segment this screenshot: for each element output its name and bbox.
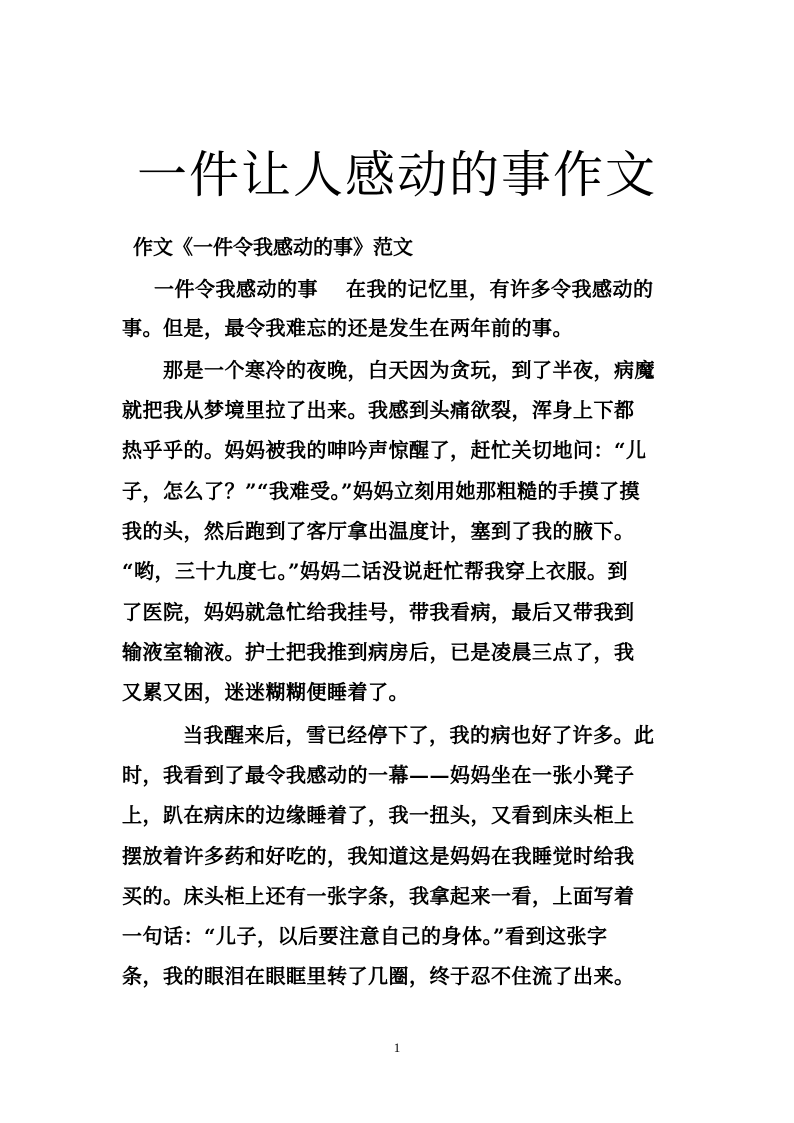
paragraph-line: 输液室输液。护士把我推到病房后，已是凌晨三点了，我 — [122, 640, 635, 664]
paragraph-line: 上，趴在病床的边缘睡着了，我一扭头，又看到床头柜上 — [122, 803, 635, 827]
paragraph-line: “哟，三十九度七。”妈妈二话没说赶忙帮我穿上衣服。到 — [122, 559, 629, 583]
paragraph-line: 又累又困，迷迷糊糊便睡着了。 — [122, 680, 409, 704]
paragraph-line: 时，我看到了最令我感动的一幕——妈妈坐在一张小凳子 — [122, 763, 635, 787]
document-subtitle: 作文《一件令我感动的事》范文 — [133, 235, 413, 259]
paragraph-line: 条，我的眼泪在眼眶里转了几圈，终于忍不住流了出来。 — [122, 964, 635, 988]
paragraph-line: 就把我从梦境里拉了出来。我感到头痛欲裂，浑身上下都 — [122, 398, 635, 422]
paragraph-line: 事。但是，最令我难忘的还是发生在两年前的事。 — [122, 316, 573, 340]
document-title: 一件让人感动的事作文 — [137, 146, 657, 204]
paragraph-line: 我的头，然后跑到了客厅拿出温度计，塞到了我的腋下。 — [122, 519, 635, 543]
paragraph-line: 一句话：“儿子，以后要注意自己的身体。”看到这张字 — [122, 924, 608, 948]
paragraph-line: 那是一个寒冷的夜晚，白天因为贪玩，到了半夜，病魔 — [163, 358, 655, 382]
page-number: 1 — [393, 1040, 401, 1055]
paragraph-line: 摆放着许多药和好吃的，我知道这是妈妈在我睡觉时给我 — [122, 844, 635, 868]
paragraph-line: 当我醒来后，雪已经停下了，我的病也好了许多。此 — [183, 723, 655, 747]
paragraph-line: 子，怎么了？”“我难受。”妈妈立刻用她那粗糙的手摸了摸 — [122, 479, 641, 503]
paragraph-line: 买的。床头柜上还有一张字条，我拿起来一看，上面写着 — [122, 884, 635, 908]
paragraph-line: 热乎乎的。妈妈被我的呻吟声惊醒了，赶忙关切地问：“儿 — [122, 438, 647, 462]
paragraph-line: 了医院，妈妈就急忙给我挂号，带我看病，最后又带我到 — [122, 600, 635, 624]
paragraph-line: 一件令我感动的事 在我的记忆里，有许多令我感动的 — [154, 277, 654, 301]
